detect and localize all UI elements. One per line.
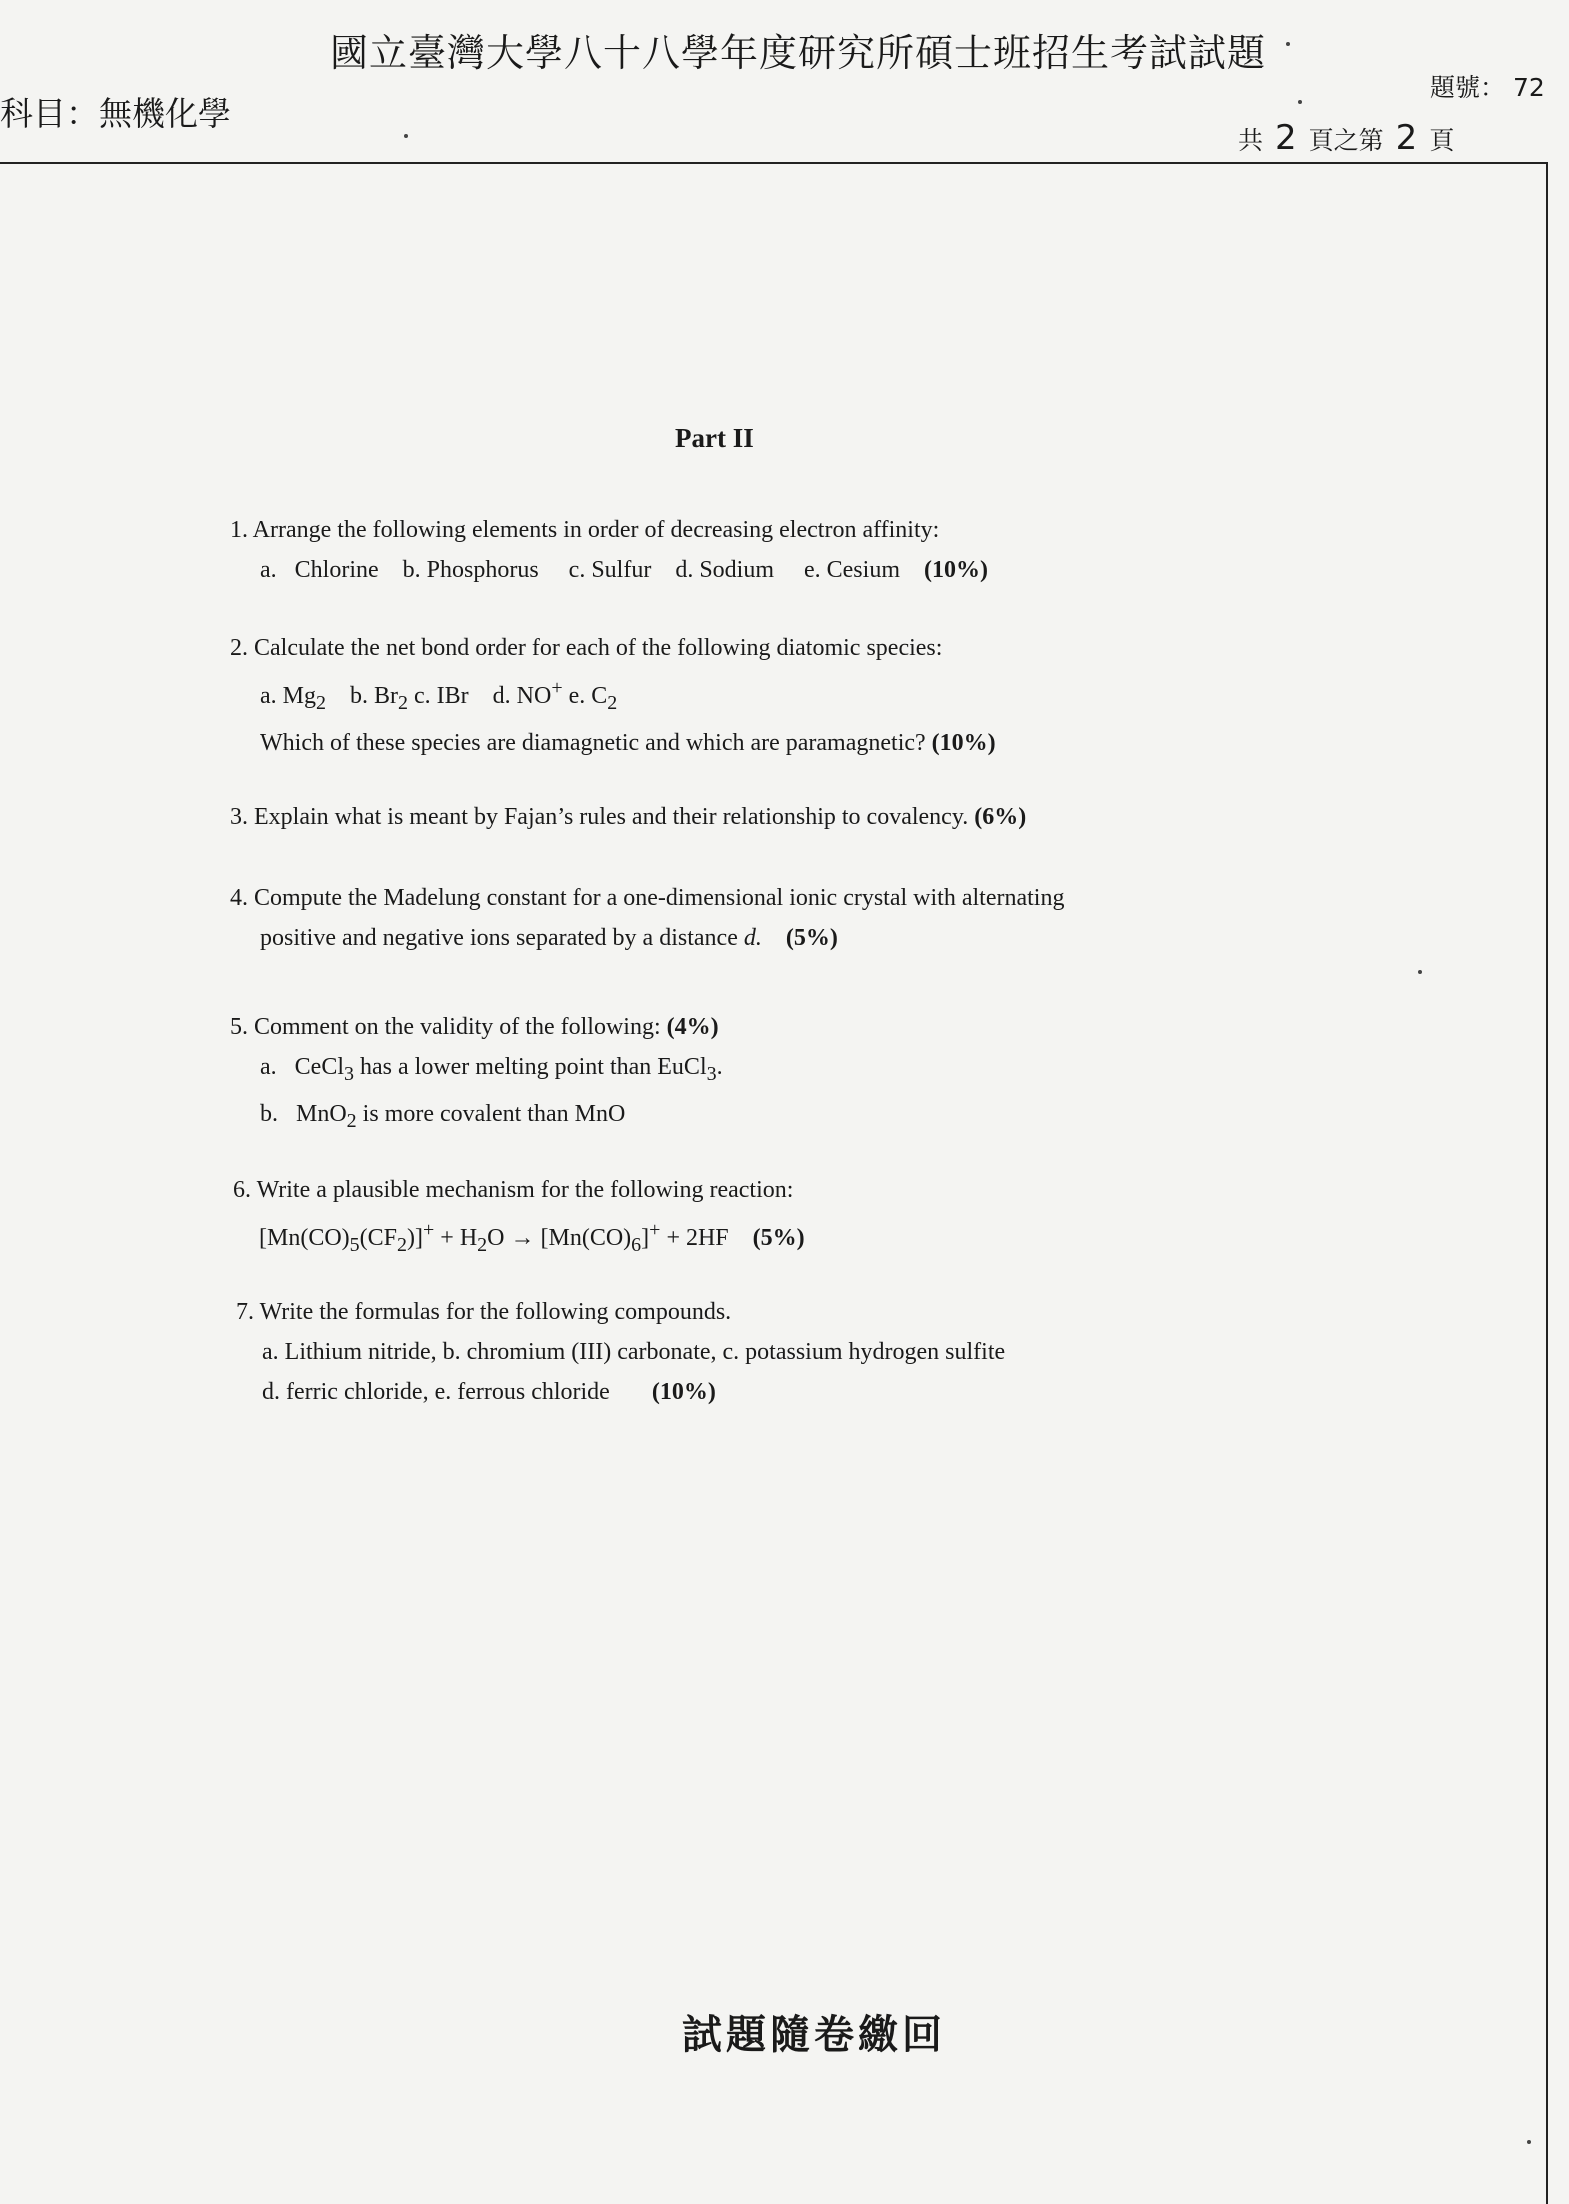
question-5-text: 5. Comment on the validity of the following: (230, 1014, 661, 1040)
question-4-line2 (230, 918, 1064, 958)
reaction-part1: [Mn(CO) (259, 1225, 350, 1251)
scan-speck (404, 134, 408, 138)
return-notice: 試題隨卷繳回 (682, 2011, 946, 2058)
option-a: a. Mg (260, 683, 316, 709)
option-b-sub: 2 (398, 691, 408, 714)
question-3-marks: (6%) (974, 804, 1027, 830)
pages-mid: 頁之第 (1308, 126, 1384, 155)
question-5-item-a (230, 1047, 723, 1094)
question-2-marks: (10%) (931, 729, 996, 756)
question-3 (230, 797, 1026, 837)
question-2-options (230, 668, 996, 723)
reaction-part4: + H (434, 1225, 478, 1251)
question-7-line2 (236, 1372, 1005, 1412)
scan-speck (1286, 42, 1290, 46)
exam-title: 國立臺灣大學八十八學年度研究所碩士班招生考試試題 (330, 31, 1267, 75)
option-d-sup: + (551, 677, 563, 699)
item-a-part1: CeCl (294, 1054, 344, 1080)
reaction-part5: O → [Mn(CO) (487, 1225, 632, 1251)
reaction-part7: + 2HF (660, 1225, 729, 1251)
reaction-part6: ] (641, 1225, 650, 1251)
item-a-part2: has a lower melting point than EuCl (354, 1054, 707, 1080)
question-6-marks: (5%) (752, 1225, 805, 1251)
question-4-marks: (5%) (785, 925, 838, 951)
question-1 (230, 510, 988, 590)
item-b-label: b. (260, 1100, 278, 1127)
option-e: e. C (568, 683, 608, 709)
reaction-sup3: + (423, 1219, 435, 1241)
scan-speck (1527, 2140, 1531, 2144)
reaction-sub1: 5 (349, 1233, 360, 1256)
item-a-sub2: 3 (706, 1062, 717, 1085)
pages-suffix: 頁 (1429, 126, 1455, 155)
question-6-text: 6. Write a plausible mechanism for the following reaction: (233, 1177, 794, 1203)
option-d: d. NO (492, 683, 552, 709)
page-indicator (1238, 118, 1454, 158)
exam-number: 題號： 72 (1430, 73, 1545, 102)
option-e-sub: 2 (607, 691, 618, 714)
question-5 (230, 1007, 723, 1141)
pages-prefix: 共 (1238, 126, 1264, 155)
item-a-label: a. (260, 1054, 277, 1080)
question-2 (230, 628, 996, 763)
question-1-options: a. Chlorine b. Phosphorus c. Sulfur d. Sodium e. Cesium (260, 557, 900, 583)
scan-speck (1298, 100, 1302, 104)
reaction-part2: (CF (359, 1225, 398, 1251)
part-title: Part II (675, 423, 754, 453)
question-4-text: 4. Compute the Madelung constant for a one-dimensional ionic crystal with alternating (230, 885, 1065, 911)
question-3-text: 3. Explain what is meant by Fajan’s rules and their relationship to covalency. (230, 804, 969, 830)
page-current: 2 (1395, 118, 1418, 158)
question-7-line1: a. Lithium nitride, b. chromium (III) carbonate, c. potassium hydrogen sulfite (262, 1339, 1006, 1365)
option-b: b. Br (350, 683, 398, 709)
reaction-part3: )] (407, 1225, 423, 1251)
scan-speck (1418, 970, 1422, 974)
question-4-text2: positive and negative ions separated by a distance (260, 925, 738, 951)
question-2-follow-text: Which of these species are diamagnetic and which are paramagnetic? (260, 729, 926, 756)
reaction-sub4: 2 (477, 1233, 488, 1256)
question-7-line2-text: d. ferric chloride, e. ferrous chloride (262, 1379, 610, 1405)
question-4 (230, 878, 1064, 958)
question-6-reaction (233, 1210, 805, 1265)
item-b-part2: is more covalent than MnO (356, 1100, 626, 1127)
pages-total: 2 (1275, 118, 1297, 158)
question-7-marks: (10%) (651, 1379, 716, 1405)
option-c: c. IBr (414, 683, 469, 709)
question-5-item-b (230, 1094, 723, 1141)
question-5-marks: (4%) (666, 1014, 719, 1040)
question-6 (233, 1170, 805, 1265)
item-b-part1: MnO (296, 1100, 347, 1127)
question-1-options-line (230, 550, 988, 590)
reaction-sup6: + (649, 1219, 661, 1241)
option-a-sub: 2 (316, 691, 326, 714)
question-7-text: 7. Write the formulas for the following compounds. (236, 1299, 732, 1325)
question-1-text: 1. Arrange the following elements in order of decreasing electron affinity: (230, 517, 940, 543)
item-a-part3: . (716, 1054, 723, 1080)
question-2-follow (230, 723, 996, 763)
subject-label: 科目：無機化學 (0, 94, 231, 133)
question-1-marks: (10%) (923, 557, 988, 583)
question-4-variable: d. (743, 925, 762, 951)
reaction-sub5: 6 (631, 1233, 642, 1256)
question-5-line (230, 1007, 723, 1047)
question-3-line (230, 797, 1026, 837)
question-2-text: 2. Calculate the net bond order for each of the following diatomic species: (230, 635, 943, 661)
question-7 (236, 1292, 1005, 1412)
item-a-sub1: 3 (344, 1062, 354, 1085)
reaction-sub2: 2 (397, 1233, 408, 1256)
item-b-sub1: 2 (346, 1109, 357, 1132)
